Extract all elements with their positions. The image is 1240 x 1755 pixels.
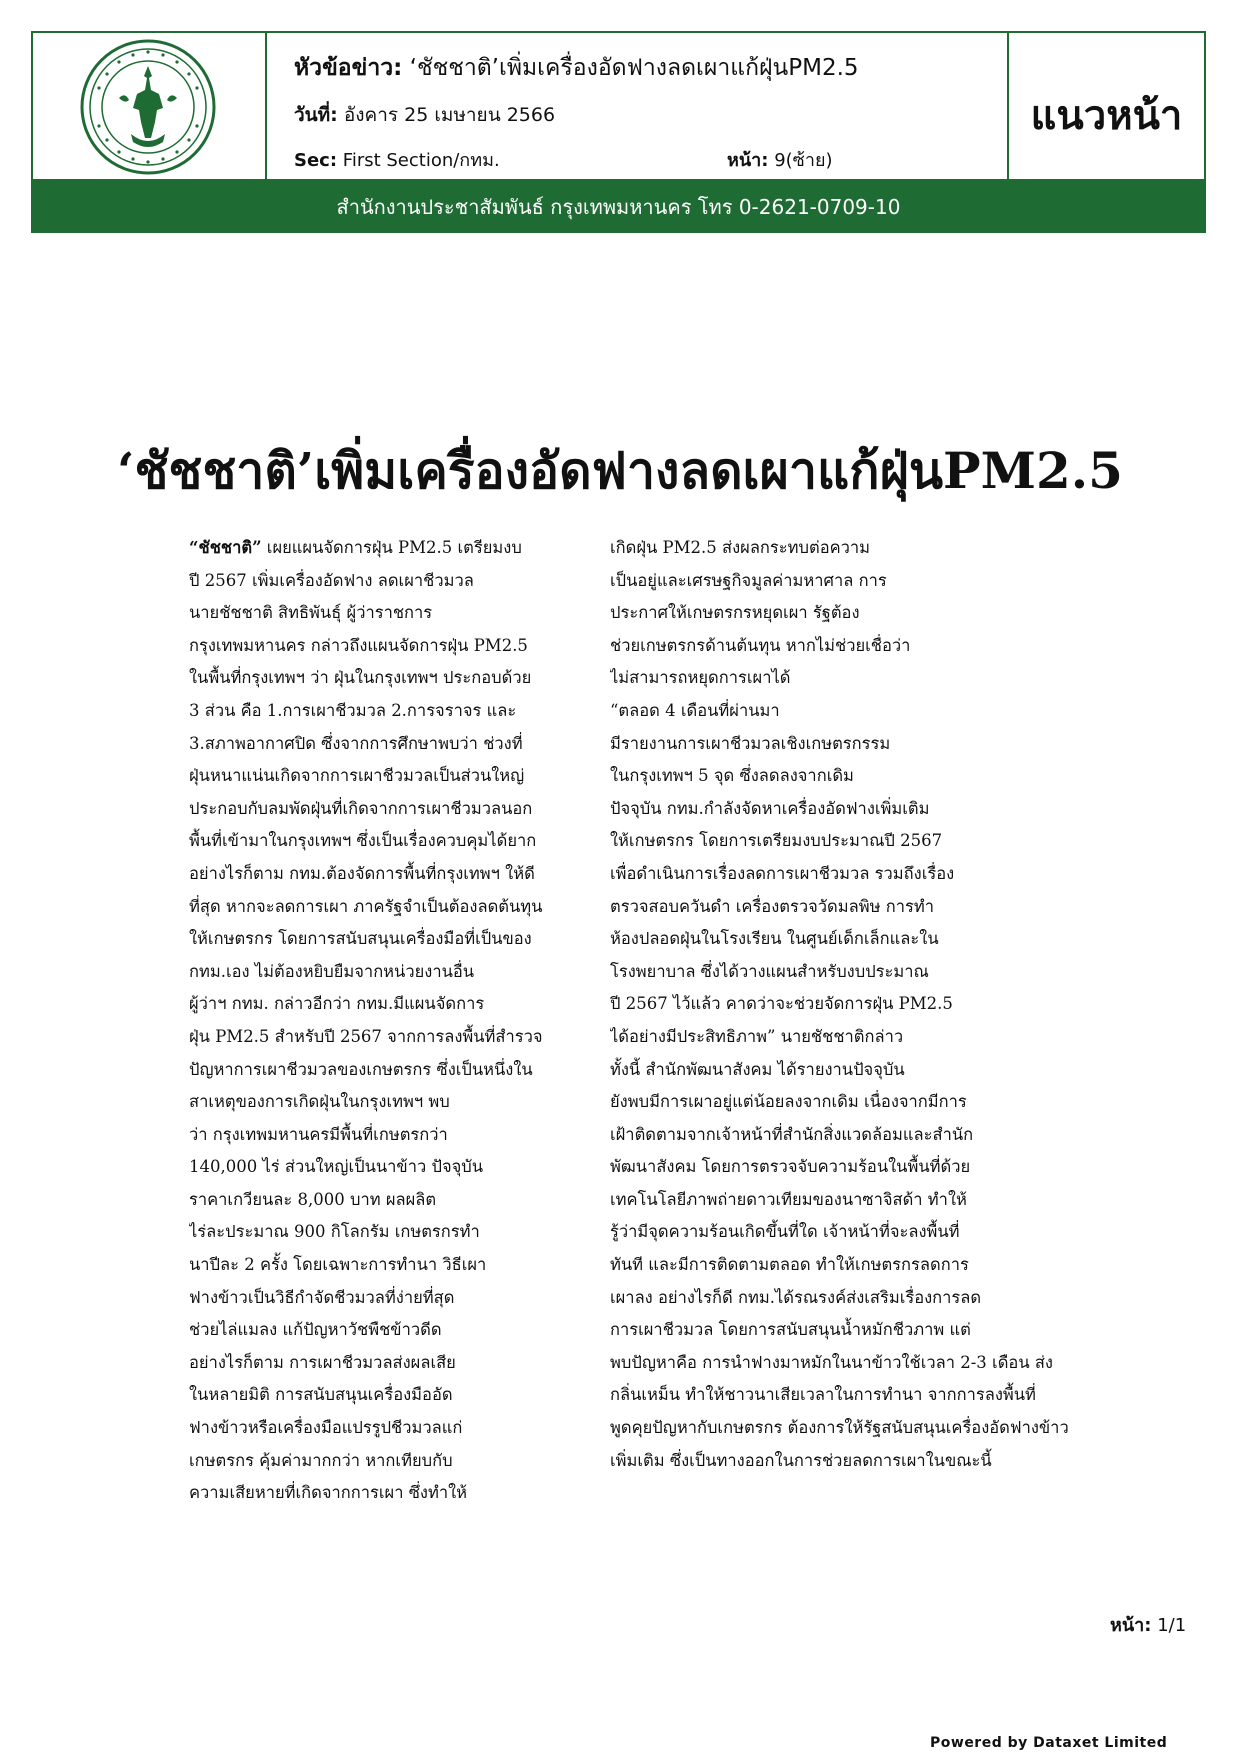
body-line: พูดคุยปัญหากับเกษตรกร ต้องการให้รัฐสนับสนุนเครื่องอัดฟางข้าว: [610, 1418, 1069, 1438]
body-line: “ตลอด 4 เดือนที่ผ่านมา: [610, 700, 780, 720]
body-line: เพื่อดำเนินการเรื่องลดการเผาชีวมวล รวมถึงเรื่อง: [610, 863, 955, 883]
body-line: กรุงเทพมหานคร กล่าวถึงแผนจัดการฝุ่น PM2.5: [189, 635, 528, 655]
publication-name: แนวหน้า: [1030, 93, 1183, 139]
logo-cell: [33, 33, 267, 179]
news-title: หัวข้อข่าว: ‘ชัชชาติ’เพิ่มเครื่องอัดฟางลดเผาแก้ฝุ่นPM2.5: [294, 55, 859, 81]
publication-tag-cell: [1009, 33, 1204, 179]
body-line: เทคโนโลยีภาพถ่ายดาวเทียมของนาซาจิสด้า ทำให้: [610, 1189, 967, 1209]
body-line: ให้เกษตรกร โดยการสนับสนุนเครื่องมือที่เป็นของ: [189, 929, 532, 949]
body-line: ในหลายมิติ การสนับสนุนเครื่องมืออัด: [189, 1385, 453, 1405]
body-line: 140,000 ไร่ ส่วนใหญ่เป็นนาข้าว ปัจจุบัน: [189, 1157, 484, 1177]
body-line: ประกาศให้เกษตรกรหยุดเผา รัฐต้อง: [610, 603, 860, 623]
body-line: อย่างไรก็ตาม กทม.ต้องจัดการพื้นที่กรุงเทพฯ ให้ดี: [189, 863, 535, 883]
org-contact-bar: สำนักงานประชาสัมพันธ์ กรุงเทพมหานคร โทร 0-2621-0709-10: [31, 181, 1206, 233]
article-headline: ‘ชัชชาติ’เพิ่มเครื่องอัดฟางลดเผาแก้ฝุ่นPM2.5: [117, 441, 1123, 500]
body-line: สาเหตุของการเกิดฝุ่นในกรุงเทพฯ พบ: [189, 1092, 450, 1112]
page-number: หน้า: 1/1: [1110, 1615, 1187, 1636]
body-line: ฝุ่น PM2.5 สำหรับปี 2567 จากการลงพื้นที่สำรวจ: [189, 1026, 543, 1046]
body-line: 3.สภาพอากาศปิด ซึ่งจากการศึกษาพบว่า ช่วงที่: [189, 733, 523, 753]
body-line: ที่สุด หากจะลดการเผา ภาครัฐจำเป็นต้องลดต้นทุน: [189, 896, 543, 916]
body-line: เพิ่มเติม ซึ่งเป็นทางออกในการช่วยลดการเผาในขณะนี้: [610, 1450, 992, 1470]
body-line: ปี 2567 ไว้แล้ว คาดว่าจะช่วยจัดการฝุ่น PM2.5: [610, 994, 953, 1014]
body-line: ทันที และมีการติดตามตลอด ทำให้เกษตรกรลดการ: [610, 1255, 969, 1275]
body-line: พบปัญหาคือ การนำฟางมาหมักในนาข้าวใช้เวลา 2-3 เดือน ส่ง: [610, 1352, 1053, 1372]
body-line: ผู้ว่าฯ กทม. กล่าวอีกว่า กทม.มีแผนจัดการ: [189, 994, 485, 1014]
body-line: ให้เกษตรกร โดยการเตรียมงบประมาณปี 2567: [610, 831, 943, 851]
body-line: ฝุ่นหนาแน่นเกิดจากการเผาชีวมวลเป็นส่วนใหญ่: [189, 766, 525, 786]
body-line: ปัจจุบัน กทม.กำลังจัดหาเครื่องอัดฟางเพิ่มเติม: [610, 798, 930, 818]
body-line: ว่า กรุงเทพมหานครมีพื้นที่เกษตรกว่า: [189, 1124, 448, 1144]
body-line: โรงพยาบาล ซึ่งได้วางแผนสำหรับงบประมาณ: [610, 961, 929, 981]
body-line: ปัญหาการเผาชีวมวลของเกษตรกร ซึ่งเป็นหนึ่งใน: [189, 1059, 533, 1079]
body-line: “ชัชชาติ” เผยแผนจัดการฝุ่น PM2.5 เตรียมงบ: [189, 538, 522, 557]
body-line: มีรายงานการเผาชีวมวลเชิงเกษตรกรรม: [610, 733, 891, 753]
body-line: ตรวจสอบควันดำ เครื่องตรวจวัดมลพิษ การทำ: [610, 896, 935, 916]
body-line: ในกรุงเทพฯ 5 จุด ซึ่งลดลงจากเดิม: [610, 766, 854, 786]
article-column-right: [610, 532, 1090, 1477]
body-line: ช่วยเกษตรกรด้านต้นทุน หากไม่ช่วยเชื่อว่า: [610, 635, 911, 655]
body-line: ฟางข้าวเป็นวิธีกำจัดชีวมวลที่ง่ายที่สุด: [189, 1287, 455, 1307]
body-line: ในพื้นที่กรุงเทพฯ ว่า ฝุ่นในกรุงเทพฯ ประกอบด้วย: [189, 668, 532, 688]
article-column-left: [189, 532, 581, 1510]
body-line: ทั้งนี้ สำนักพัฒนาสังคม ได้รายงานปัจจุบัน: [610, 1059, 905, 1079]
body-line: นาปีละ 2 ครั้ง โดยเฉพาะการทำนา วิธีเผา: [189, 1255, 487, 1275]
body-line: ฟางข้าวหรือเครื่องมือแปรรูปชีวมวลแก่: [189, 1418, 463, 1438]
news-page: หน้า: 9(ซ้าย): [727, 150, 833, 171]
header-info: [267, 33, 1009, 179]
body-line: กลิ่นเหม็น ทำให้ชาวนาเสียเวลาในการทำนา จากการลงพื้นที่: [610, 1385, 1036, 1405]
powered-by-credit: Powered by Dataxet Limited: [930, 1735, 1168, 1751]
bma-seal-logo: [79, 38, 217, 176]
body-line: ห้องปลอดฝุ่นในโรงเรียน ในศูนย์เด็กเล็กและใน: [610, 929, 939, 949]
body-line: ไม่สามารถหยุดการเผาได้: [610, 668, 791, 688]
body-line: เฝ้าติดตามจากเจ้าหน้าที่สำนักสิ่งแวดล้อมและสำนัก: [610, 1124, 974, 1144]
body-line: ไร่ละประมาณ 900 กิโลกรัม เกษตรกรทำ: [189, 1222, 480, 1242]
body-line: ความเสียหายที่เกิดจากการเผา ซึ่งทำให้: [189, 1483, 468, 1503]
body-line: ยังพบมีการเผาอยู่แต่น้อยลงจากเดิม เนื่องจากมีการ: [610, 1092, 967, 1112]
body-line: การเผาชีวมวล โดยการสนับสนุนน้ำหมักชีวภาพ แต่: [610, 1320, 971, 1340]
body-line: 3 ส่วน คือ 1.การเผาชีวมวล 2.การจราจร และ: [189, 700, 517, 720]
body-line: ช่วยไล่แมลง แก้ปัญหาวัชพืชข้าวดีด: [189, 1320, 442, 1340]
body-line: เกิดฝุ่น PM2.5 ส่งผลกระทบต่อความ: [610, 538, 871, 557]
body-line: เป็นอยู่และเศรษฐกิจมูลค่ามหาศาล การ: [610, 570, 887, 590]
news-date: วันที่: อังคาร 25 เมษายน 2566: [294, 104, 556, 126]
body-line: กทม.เอง ไม่ต้องหยิบยืมจากหน่วยงานอื่น: [189, 961, 475, 981]
body-line: เผาลง อย่างไรก็ดี กทม.ได้รณรงค์ส่งเสริมเรื่องการลด: [610, 1287, 982, 1307]
body-line: นายชัชชาติ สิทธิพันธุ์ ผู้ว่าราชการ: [189, 603, 433, 623]
news-section: Sec: First Section/กทม.: [294, 150, 500, 171]
body-line: เกษตรกร คุ้มค่ามากกว่า หากเทียบกับ: [189, 1450, 453, 1470]
body-line: ได้อย่างมีประสิทธิภาพ” นายชัชชาติกล่าว: [610, 1026, 904, 1046]
body-line: อย่างไรก็ตาม การเผาชีวมวลส่งผลเสีย: [189, 1352, 456, 1372]
body-line: พื้นที่เข้ามาในกรุงเทพฯ ซึ่งเป็นเรื่องควบคุมได้ยาก: [189, 831, 537, 851]
body-line: พัฒนาสังคม โดยการตรวจจับความร้อนในพื้นที่ด้วย: [610, 1157, 971, 1177]
body-line: ปี 2567 เพิ่มเครื่องอัดฟาง ลดเผาชีวมวล: [189, 570, 474, 590]
body-line: รู้ว่ามีจุดความร้อนเกิดขึ้นที่ใด เจ้าหน้าที่จะลงพื้นที่: [610, 1222, 960, 1242]
body-line: ราคาเกวียนละ 8,000 บาท ผลผลิต: [189, 1189, 437, 1209]
header-box: [31, 31, 1206, 181]
body-line: ประกอบกับลมพัดฝุ่นที่เกิดจากการเผาชีวมวลนอก: [189, 798, 533, 818]
